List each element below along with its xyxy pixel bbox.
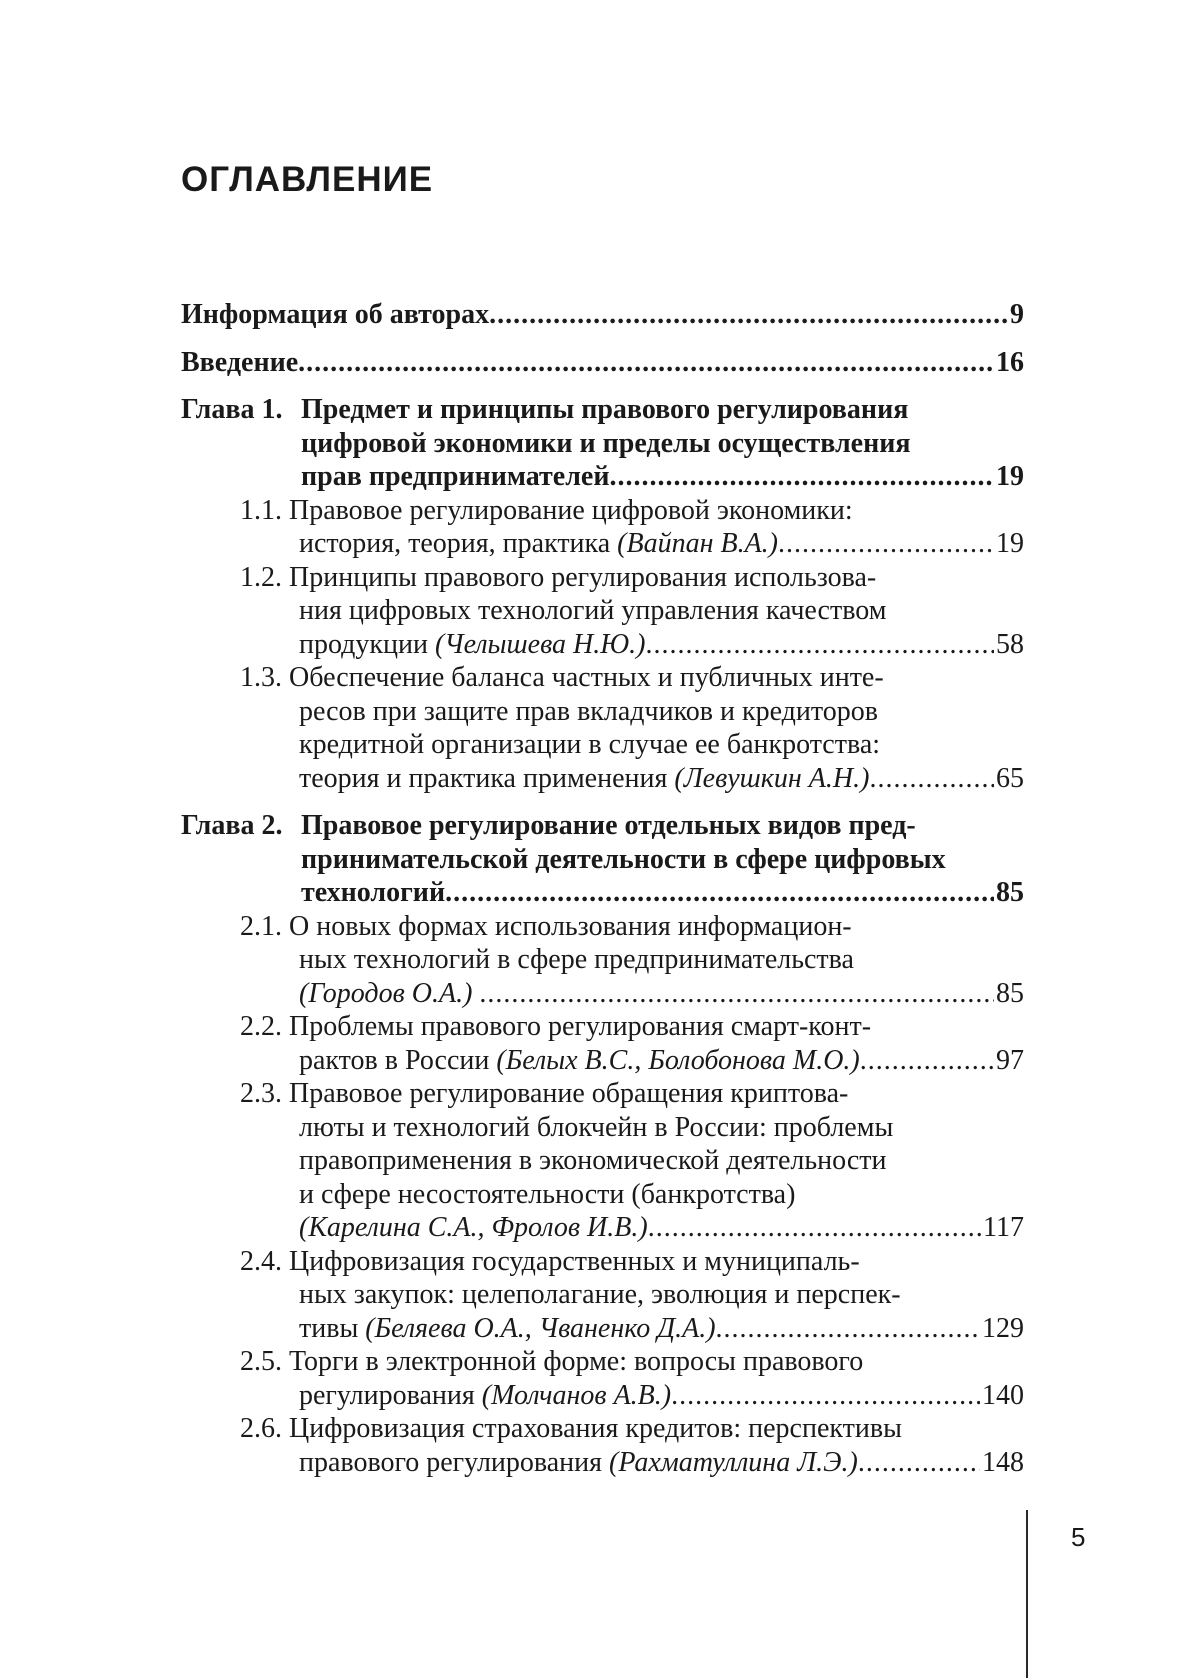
section-2-6[interactable] [181,1412,1024,1479]
section-author: (Челышева Н.Ю.) [434,628,646,660]
section-1-2[interactable] [181,561,1024,662]
section-page: 58 [996,628,1024,660]
section-title-line: Обеспечение баланса частных и публичных инте- [289,662,884,693]
chapter-title-line: прав предпринимателей [301,461,610,492]
section-author: (Левушкин А.Н.) [674,762,870,794]
section-first-line [181,1345,1024,1379]
leader-dots [445,876,994,910]
section-number: 1.3. [240,662,282,693]
section-author: (Беляева О.А., Чваненко Д.А.) [365,1312,716,1344]
section-last-line [181,1379,1024,1413]
section-number: 1.2. [240,561,282,593]
section-title-line: О новых формах использования информацион- [289,910,852,942]
section-title-line: ния цифровых технологий управления качеством [299,595,887,626]
section-last-line [181,762,1024,796]
toc-entry-introduction[interactable] [181,346,1024,380]
toc-entry-title: Информация об авторах [181,299,490,330]
spacer [181,795,1024,809]
toc-entry-authors-info[interactable] [181,298,1024,332]
section-author: (Вайпан В.А.) [617,528,779,559]
toc-entry-page: 9 [1010,299,1024,330]
section-page: 19 [996,528,1024,559]
leader-dots [778,527,994,561]
leader-dots [716,1312,980,1346]
section-title-line: люты и технологий блокчейн в России: проблемы [299,1111,894,1143]
section-2-1[interactable] [181,910,1024,1011]
toc-entry-page: 16 [996,346,1024,378]
page-title: ОГЛАВЛЕНИЕ [181,160,434,199]
page-margin-rule [1026,1510,1028,1678]
section-title-line: Цифровизация государственных и муниципаль- [289,1245,860,1277]
section-2-4[interactable] [181,1245,1024,1346]
section-last-line [181,1446,1024,1480]
section-title-line: правового регулирования [299,1446,610,1478]
chapter-heading[interactable] [181,809,1024,843]
section-title-line: продукции [299,628,435,660]
section-title-line: история, теория, практика [299,528,618,559]
section-2-3[interactable] [181,1077,1024,1245]
leader-dots [858,1446,980,1480]
section-title-line: регулирования [299,1379,482,1411]
chapter-2 [181,809,1024,1479]
chapter-title-line: Предмет и принципы правового регулирования [301,394,909,425]
section-last-line [181,1312,1024,1346]
chapter-title-line: принимательской деятельности в сфере цифровых [301,843,946,875]
section-last-line [181,1044,1024,1078]
section-number: 1.1. [240,494,282,526]
chapter-title-line: Правовое регулирование отдельных видов пред- [301,810,916,841]
section-number: 2.2. [240,1011,282,1042]
section-number: 2.6. [240,1413,282,1444]
section-title-line: Торги в электронной форме: вопросы правового [289,1346,864,1377]
leader-dots [479,977,994,1011]
section-page: 148 [982,1446,1024,1478]
leader-dots [671,1379,980,1413]
chapter-label: Глава 1. [181,394,283,425]
section-page: 129 [982,1312,1024,1344]
section-title-line: Проблемы правового регулирования смарт-конт- [289,1011,872,1042]
section-number: 2.5. [240,1346,282,1377]
section-first-line [181,1412,1024,1446]
section-first-line [181,910,1024,944]
section-title-line: ресов при защите прав вкладчиков и кредиторов [299,695,878,727]
leader-dots [298,346,994,380]
section-first-line [181,561,1024,595]
section-last-line [181,977,1024,1011]
section-page: 140 [982,1379,1024,1411]
section-title-line: Цифровизация страхования кредитов: перспективы [289,1413,902,1444]
section-number: 2.3. [240,1078,282,1109]
chapter-title-line: технологий [301,877,446,908]
section-author: (Карелина С.А., Фролов И.В.) [299,1212,648,1243]
section-title-line: Принципы правового регулирования использова- [289,561,877,593]
section-number: 2.1. [240,910,282,942]
toc-entry-title: Введение [181,346,299,378]
section-author: (Рахматуллина Л.Э.) [609,1446,858,1478]
section-number: 2.4. [240,1245,282,1277]
chapter-title-last-line[interactable] [181,460,1024,494]
chapter-page: 19 [996,461,1024,492]
section-page: 65 [996,762,1024,794]
leader-dots [869,762,994,796]
section-title-line: тивы [299,1312,366,1344]
section-last-line [181,527,1024,561]
leader-dots [860,1044,994,1078]
leader-dots [609,460,994,494]
chapter-title-last-line[interactable] [181,876,1024,910]
section-first-line [181,1245,1024,1279]
section-2-5[interactable] [181,1345,1024,1412]
section-page: 85 [996,977,1024,1009]
section-page: 117 [983,1212,1024,1243]
section-last-line [181,628,1024,662]
section-title-line: рактов в России [299,1044,497,1076]
section-title-line: Правовое регулирование цифровой экономики: [289,494,853,526]
section-title-line: кредитной организации в случае ее банкротства: [299,729,881,760]
section-first-line [181,1010,1024,1044]
section-title-line: правоприменения в экономической деятельности [299,1145,887,1176]
chapter-page: 85 [996,877,1024,908]
page-number: 5 [1071,1522,1086,1552]
chapter-title-line: цифровой экономики и пределы осуществления [301,427,911,459]
section-title-line: Правовое регулирование обращения криптова- [289,1078,849,1109]
chapter-heading[interactable] [181,393,1024,427]
section-title-line: ных закупок: целеполагание, эволюция и перспек- [299,1279,901,1310]
leader-dots [489,298,1008,332]
section-page: 97 [996,1044,1024,1076]
section-author: (Белых В.С., Болобонова М.О.) [496,1044,860,1076]
section-1-3[interactable] [181,661,1024,795]
section-author: (Городов О.А.) [299,977,473,1009]
chapter-1 [181,393,1024,795]
section-title-line: теория и практика применения [299,762,675,794]
table-of-contents [181,298,1024,1479]
section-author: (Молчанов А.В.) [481,1379,672,1411]
section-title-line: ных технологий в сфере предпринимательства [299,944,854,975]
section-1-1[interactable] [181,494,1024,561]
section-2-2[interactable] [181,1010,1024,1077]
section-last-line [181,1211,1024,1245]
leader-dots [648,1211,981,1245]
section-title-line: и сфере несостоятельности (банкротства) [299,1178,796,1210]
section-first-line [181,1077,1024,1111]
leader-dots [645,628,994,662]
section-first-line [181,661,1024,695]
chapter-label: Глава 2. [181,810,283,841]
section-first-line [181,494,1024,528]
